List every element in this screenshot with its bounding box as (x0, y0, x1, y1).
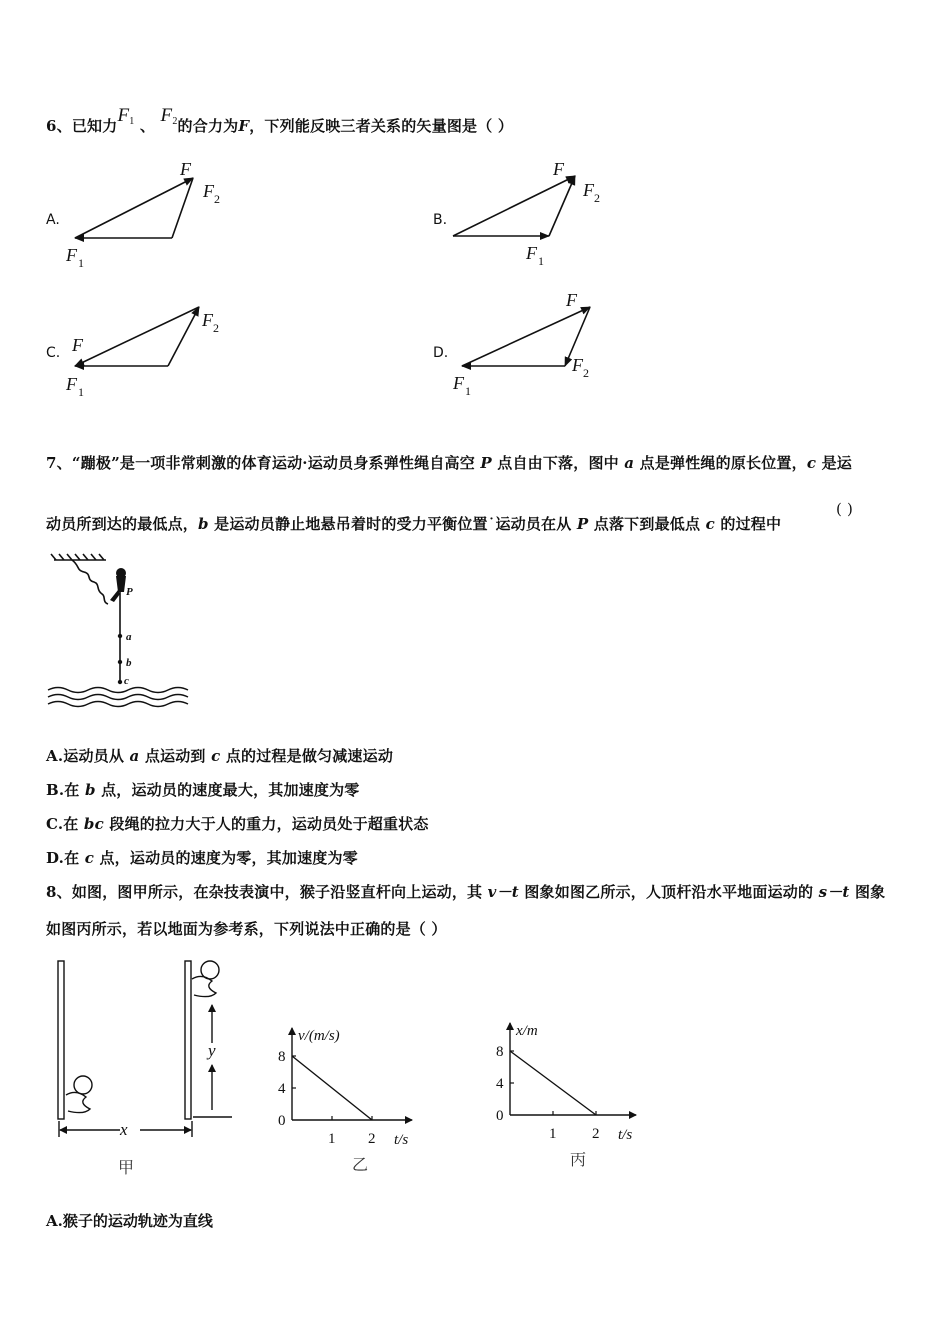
q7-opt-text: C.在 (46, 815, 84, 833)
q7-text: 7、“蹦极”是一项非常刺激的体育运动·运动员身系弹性绳自高空 (46, 454, 481, 472)
chart-x-tick-label: 2 (368, 1131, 376, 1147)
q8-text: 图象如图乙所示，人顶杆沿水平地面运动的 (518, 883, 819, 901)
q7-var-c: c (806, 454, 817, 472)
q8-text: 图象 (849, 883, 886, 901)
q7-stem-line1 (46, 452, 852, 473)
q6-d-F-label: F (566, 290, 577, 310)
q6-suffix: ，下列能反映三者关系的矢量图是（ ） (249, 117, 514, 135)
q7-text: 的过程中 (714, 515, 782, 533)
q7-option-b[interactable] (46, 779, 359, 800)
q6-d-f-arrow (462, 307, 590, 366)
q7-fig-label-P: P (126, 586, 133, 598)
q6-d-F1-label: F (453, 373, 464, 393)
q7-text: 点自由下落，图中 (491, 454, 625, 472)
q6-sep: 、 (139, 117, 156, 135)
q7-text: 是运 (816, 454, 852, 472)
q6-a-F2-sub: 2 (214, 192, 220, 206)
q8-figure-jia (40, 955, 250, 1185)
q6-F: F (238, 117, 250, 135)
q6-c-F2-sub: 2 (213, 321, 219, 335)
q6-mid: 的合力为 (177, 117, 239, 135)
q7-opt-text: A.运动员从 (46, 747, 130, 765)
q7-var-P: P (576, 515, 589, 533)
q8-text: 8、如图，图甲所示，在杂技表演中，猴子沿竖直杆向上运动，其 (46, 883, 488, 901)
q7-opt-var: c (84, 849, 95, 867)
q7-fig-label-b: b (126, 657, 132, 669)
q7-fig-label-c: c (124, 675, 129, 687)
q6-c-f-arrow (75, 307, 199, 366)
q7-opt-var: c (211, 747, 221, 765)
q8-chart-yi (270, 1000, 470, 1180)
chart-y-tick-label: 8 (278, 1049, 286, 1065)
q7-text: 点是弹性绳的原长位置， (634, 454, 807, 472)
q7-option-a[interactable] (46, 745, 393, 766)
q7-text: 是运动员静止地悬吊着时的受力平衡位置˙运动员在从 (208, 515, 577, 533)
q6-diagram-d (452, 290, 590, 398)
q7-opt-text: 点，运动员的速度为零，其加速度为零 (94, 849, 358, 867)
q6-d-F2-sub: 2 (583, 366, 589, 380)
q7-opt-text: 点，运动员的速度最大，其加速度为零 (95, 781, 360, 799)
q7-option-c[interactable] (46, 813, 429, 834)
q6-b-f2-arrow (549, 176, 575, 236)
q6-f2: F (160, 105, 173, 126)
q7-opt-text: 点的过程是做匀减速运动 (220, 747, 394, 765)
q6-c-F2-label: F (202, 310, 213, 330)
chart-y-tick-label: 0 (278, 1113, 286, 1129)
q7-opt-text: 段绳的拉力大于人的重力，运动员处于超重状态 (103, 815, 429, 833)
q7-opt-var: b (84, 781, 96, 799)
chart-caption: 乙 (352, 1155, 369, 1174)
chart-x-tick-label: 1 (328, 1131, 336, 1147)
q6-c-F1-label: F (66, 374, 77, 394)
q8-jia-caption: 甲 (118, 1158, 135, 1177)
q6-f1-sub: 1 (129, 116, 135, 127)
chart-caption: 丙 (570, 1150, 587, 1169)
q6-b-F-label: F (553, 159, 564, 179)
q7-opt-text: 点运动到 (139, 747, 212, 765)
q6-diagram-c (65, 307, 219, 399)
q6-a-F1-label: F (66, 245, 77, 265)
q6-diagram-a (65, 159, 220, 270)
q6-diagram-b (453, 159, 600, 268)
q7-opt-var: bc (83, 815, 104, 833)
chart-y-axis-label: v/(m/s) (298, 1028, 340, 1044)
q6-b-F1-sub: 1 (538, 254, 544, 268)
q6-option-d-label[interactable]: D. (433, 345, 449, 361)
q7-water-waves (48, 688, 188, 707)
chart-x-tick-label: 1 (549, 1126, 557, 1142)
q8-jia-x-label: x (120, 1120, 128, 1139)
chart-y-tick-label: 4 (496, 1076, 504, 1092)
q6-c-f2-arrow (168, 307, 199, 366)
q7-bungee-figure (40, 550, 210, 710)
q6-c-F1-sub: 1 (78, 385, 84, 399)
q7-text: 点落下到最低点 (588, 515, 706, 533)
q6-option-b-label[interactable]: B. (433, 212, 448, 228)
q7-option-d[interactable] (46, 847, 358, 868)
chart-y-tick-label: 4 (278, 1081, 286, 1097)
q7-opt-text: B.在 (46, 781, 85, 799)
chart-y-tick-label: 0 (496, 1108, 504, 1124)
q7-answer-bracket: ( ) (836, 500, 854, 518)
chart-series-line (292, 1056, 372, 1120)
q6-b-F1-label: F (526, 243, 537, 263)
chart-x-axis-label: t/s (618, 1127, 633, 1143)
q6-option-c-label[interactable]: C. (46, 345, 61, 361)
q7-opt-var: a (129, 747, 140, 765)
q6-d-F1-sub: 1 (465, 384, 471, 398)
q8-jia-y-label: y (208, 1041, 216, 1060)
q6-b-F2-label: F (583, 180, 594, 200)
q7-var-b: b (198, 515, 209, 533)
chart-series-line (510, 1051, 596, 1115)
q7-opt-text: D.在 (46, 849, 85, 867)
chart-x-tick-label: 2 (592, 1126, 600, 1142)
q6-a-F-label: F (180, 159, 191, 179)
q8-option-a[interactable]: A.猴子的运动轨迹为直线 (46, 1212, 213, 1230)
chart-y-axis-label: x/m (516, 1023, 538, 1039)
q8-vt: v－t (487, 883, 519, 901)
q7-stem-line2 (46, 513, 781, 534)
q7-var-a: a (624, 454, 635, 472)
q6-c-F-label: F (72, 335, 83, 355)
q6-b-f-arrow (453, 176, 575, 236)
chart-x-axis-label: t/s (394, 1132, 409, 1148)
q6-f2-sub: 2 (172, 116, 178, 127)
q6-option-a-label[interactable]: A. (46, 212, 60, 228)
q8-st: s－t (818, 883, 850, 901)
q7-text: 动员所到达的最低点， (46, 515, 199, 533)
q6-d-F2-label: F (572, 355, 583, 375)
q7-fig-label-a: a (126, 631, 132, 643)
q7-var-P: P (480, 454, 492, 472)
chart-y-tick-label: 8 (496, 1044, 504, 1060)
q6-f1: F (117, 105, 130, 126)
q8-stem-line2: 如图丙所示，若以地面为参考系，下列说法中正确的是（ ） (46, 920, 447, 938)
q6-prefix: 6、已知力 (46, 117, 118, 135)
q6-a-F1-sub: 1 (78, 256, 84, 270)
q6-a-F2-label: F (203, 181, 214, 201)
q8-stem-line1 (46, 881, 885, 902)
q6-b-F2-sub: 2 (594, 191, 600, 205)
q7-var-c: c (705, 515, 715, 533)
q8-chart-bing (488, 1000, 698, 1180)
